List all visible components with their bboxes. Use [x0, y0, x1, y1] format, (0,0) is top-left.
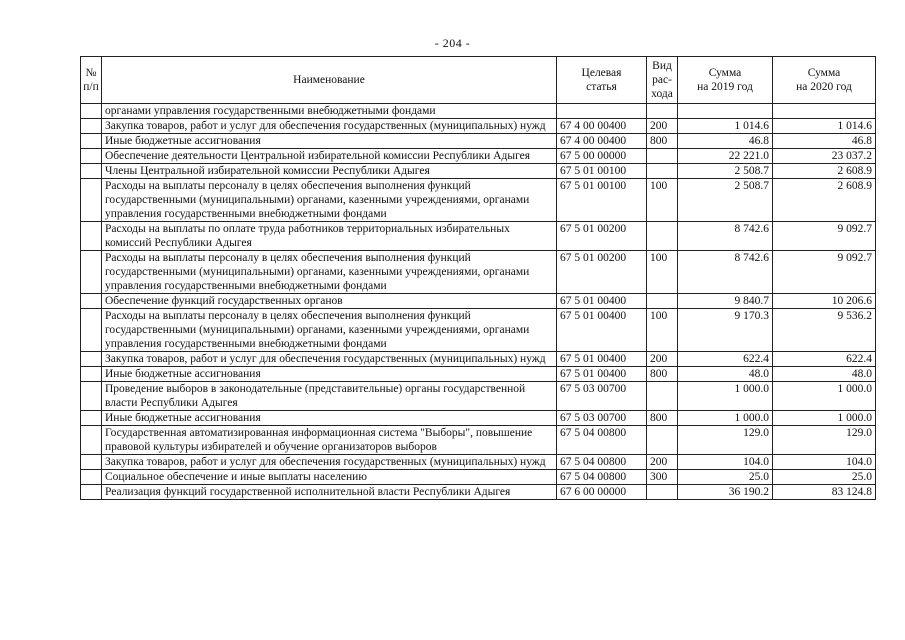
- table-row: [81, 367, 876, 382]
- row-np-cell: [81, 179, 102, 222]
- row-name: Обеспечение функций государственных органов: [102, 294, 557, 309]
- row-code: 67 4 00 00400: [557, 134, 647, 149]
- row-np-cell: [81, 251, 102, 294]
- table-row: [81, 119, 876, 134]
- row-sum-2020: 83 124.8: [773, 485, 876, 500]
- row-sum-2019: 46.8: [678, 134, 773, 149]
- table-row: [81, 149, 876, 164]
- row-sum-2020: 9 092.7: [773, 222, 876, 251]
- row-vid: 200: [647, 119, 678, 134]
- header-vid: [647, 57, 678, 104]
- row-name: органами управления государственными внебюджетными фондами: [102, 104, 557, 119]
- row-code: 67 5 01 00200: [557, 251, 647, 294]
- row-name: Члены Центральной избирательной комиссии Республики Адыгея: [102, 164, 557, 179]
- row-code: 67 5 01 00200: [557, 222, 647, 251]
- row-sum-2020: 104.0: [773, 455, 876, 470]
- row-np-cell: [81, 104, 102, 119]
- table-row: [81, 382, 876, 411]
- header-sum-2019-line2: на 2019 год: [697, 81, 753, 93]
- row-sum-2019: 9 170.3: [678, 309, 773, 352]
- table-row: [81, 294, 876, 309]
- row-sum-2020: [773, 104, 876, 119]
- row-name: Расходы на выплаты персоналу в целях обеспечения выполнения функций государственными (муниципальными) органами, казенными учреждениями, органами управления государственными внебюджетными фондами: [102, 309, 557, 352]
- row-np-cell: [81, 411, 102, 426]
- header-vid-line1: Вид: [652, 60, 672, 72]
- row-name: Закупка товаров, работ и услуг для обеспечения государственных (муниципальных) нужд: [102, 455, 557, 470]
- row-vid: 200: [647, 352, 678, 367]
- row-vid: [647, 104, 678, 119]
- row-sum-2019: 36 190.2: [678, 485, 773, 500]
- table-row: [81, 104, 876, 119]
- header-code-line1: Целевая: [581, 67, 622, 79]
- row-code: 67 5 01 00100: [557, 179, 647, 222]
- row-np-cell: [81, 149, 102, 164]
- row-code: 67 5 04 00800: [557, 455, 647, 470]
- row-code: 67 5 01 00400: [557, 309, 647, 352]
- header-sum-2020-line1: Сумма: [807, 67, 841, 79]
- header-code: [557, 57, 647, 104]
- row-np-cell: [81, 470, 102, 485]
- header-sum-2019: [678, 57, 773, 104]
- row-sum-2019: 25.0: [678, 470, 773, 485]
- row-sum-2019: 1 014.6: [678, 119, 773, 134]
- row-code: 67 6 00 00000: [557, 485, 647, 500]
- row-np-cell: [81, 367, 102, 382]
- table-row: [81, 455, 876, 470]
- row-np-cell: [81, 119, 102, 134]
- row-sum-2019: 48.0: [678, 367, 773, 382]
- header-sum-2019-line1: Сумма: [708, 67, 742, 79]
- row-sum-2019: 2 508.7: [678, 164, 773, 179]
- table-row: [81, 222, 876, 251]
- header-sum-2020-line2: на 2020 год: [796, 81, 852, 93]
- row-sum-2019: 8 742.6: [678, 222, 773, 251]
- row-sum-2020: 1 014.6: [773, 119, 876, 134]
- row-vid: 300: [647, 470, 678, 485]
- table-row: [81, 134, 876, 149]
- row-code: 67 5 01 00400: [557, 294, 647, 309]
- row-np-cell: [81, 222, 102, 251]
- row-sum-2019: [678, 104, 773, 119]
- row-name: Иные бюджетные ассигнования: [102, 367, 557, 382]
- row-code: 67 5 01 00400: [557, 367, 647, 382]
- row-name: Государственная автоматизированная информационная система "Выборы", повышение правовой культуры избирателей и обучение организаторов выборов: [102, 426, 557, 455]
- row-sum-2019: 129.0: [678, 426, 773, 455]
- row-np-cell: [81, 164, 102, 179]
- row-sum-2020: 129.0: [773, 426, 876, 455]
- header-np: [81, 57, 102, 104]
- row-np-cell: [81, 309, 102, 352]
- row-sum-2020: 9 536.2: [773, 309, 876, 352]
- row-sum-2020: 48.0: [773, 367, 876, 382]
- row-vid: [647, 294, 678, 309]
- row-sum-2020: 1 000.0: [773, 411, 876, 426]
- table-row: [81, 251, 876, 294]
- row-code: 67 5 04 00800: [557, 470, 647, 485]
- row-vid: 800: [647, 411, 678, 426]
- row-vid: 100: [647, 251, 678, 294]
- row-name: Социальное обеспечение и иные выплаты населению: [102, 470, 557, 485]
- row-vid: 100: [647, 179, 678, 222]
- budget-table: [80, 56, 876, 500]
- row-name: Обеспечение деятельности Центральной избирательной комиссии Республики Адыгея: [102, 149, 557, 164]
- table-row: [81, 352, 876, 367]
- row-code: 67 5 01 00400: [557, 352, 647, 367]
- header-sum-2020: [773, 57, 876, 104]
- row-code: 67 5 03 00700: [557, 411, 647, 426]
- row-sum-2019: 1 000.0: [678, 411, 773, 426]
- row-sum-2019: 1 000.0: [678, 382, 773, 411]
- row-name: Закупка товаров, работ и услуг для обеспечения государственных (муниципальных) нужд: [102, 352, 557, 367]
- table-row: [81, 485, 876, 500]
- row-name: Иные бюджетные ассигнования: [102, 134, 557, 149]
- row-vid: [647, 426, 678, 455]
- table-row: [81, 309, 876, 352]
- table-row: [81, 164, 876, 179]
- row-code: [557, 104, 647, 119]
- row-code: 67 5 03 00700: [557, 382, 647, 411]
- row-code: 67 5 01 00100: [557, 164, 647, 179]
- row-sum-2020: 10 206.6: [773, 294, 876, 309]
- row-np-cell: [81, 294, 102, 309]
- row-sum-2019: 9 840.7: [678, 294, 773, 309]
- header-vid-line2: рас-: [652, 74, 672, 86]
- row-name: Расходы на выплаты персоналу в целях обеспечения выполнения функций государственными (муниципальными) органами, казенными учреждениями, органами управления государственными внебюджетными фондами: [102, 251, 557, 294]
- row-code: 67 5 00 00000: [557, 149, 647, 164]
- row-sum-2020: 9 092.7: [773, 251, 876, 294]
- row-code: 67 5 04 00800: [557, 426, 647, 455]
- row-sum-2020: 25.0: [773, 470, 876, 485]
- row-sum-2020: 1 000.0: [773, 382, 876, 411]
- row-np-cell: [81, 382, 102, 411]
- row-vid: [647, 382, 678, 411]
- row-name: Иные бюджетные ассигнования: [102, 411, 557, 426]
- row-vid: 200: [647, 455, 678, 470]
- row-vid: [647, 164, 678, 179]
- table-header-row: [81, 57, 876, 104]
- row-name: Расходы на выплаты персоналу в целях обеспечения выполнения функций государственными (муниципальными) органами, казенными учреждениями, органами управления государственными внебюджетными фондами: [102, 179, 557, 222]
- header-name: Наименование: [102, 57, 557, 104]
- row-sum-2020: 622.4: [773, 352, 876, 367]
- row-np-cell: [81, 134, 102, 149]
- table-row: [81, 179, 876, 222]
- row-sum-2019: 22 221.0: [678, 149, 773, 164]
- table-row: [81, 426, 876, 455]
- row-vid: [647, 485, 678, 500]
- row-vid: [647, 149, 678, 164]
- row-sum-2020: 23 037.2: [773, 149, 876, 164]
- row-sum-2019: 622.4: [678, 352, 773, 367]
- row-sum-2019: 104.0: [678, 455, 773, 470]
- row-sum-2020: 2 608.9: [773, 164, 876, 179]
- row-code: 67 4 00 00400: [557, 119, 647, 134]
- row-vid: 800: [647, 134, 678, 149]
- header-np-line1: №: [85, 67, 97, 79]
- row-sum-2019: 8 742.6: [678, 251, 773, 294]
- row-vid: 800: [647, 367, 678, 382]
- row-name: Закупка товаров, работ и услуг для обеспечения государственных (муниципальных) нужд: [102, 119, 557, 134]
- header-code-line2: статья: [586, 81, 617, 93]
- row-name: Реализация функций государственной исполнительной власти Республики Адыгея: [102, 485, 557, 500]
- row-np-cell: [81, 426, 102, 455]
- header-np-line2: п/п: [83, 81, 99, 93]
- table-body: [81, 104, 876, 500]
- row-np-cell: [81, 485, 102, 500]
- page-number: - 204 -: [434, 36, 471, 50]
- table-row: [81, 470, 876, 485]
- row-np-cell: [81, 455, 102, 470]
- row-vid: 100: [647, 309, 678, 352]
- row-sum-2020: 46.8: [773, 134, 876, 149]
- table-row: [81, 411, 876, 426]
- row-name: Расходы на выплаты по оплате труда работников территориальных избирательных комиссий Республики Адыгея: [102, 222, 557, 251]
- row-vid: [647, 222, 678, 251]
- row-np-cell: [81, 352, 102, 367]
- row-sum-2020: 2 608.9: [773, 179, 876, 222]
- row-sum-2019: 2 508.7: [678, 179, 773, 222]
- row-name: Проведение выборов в законодательные (представительные) органы государственной власти Республики Адыгея: [102, 382, 557, 411]
- header-vid-line3: хода: [651, 88, 673, 100]
